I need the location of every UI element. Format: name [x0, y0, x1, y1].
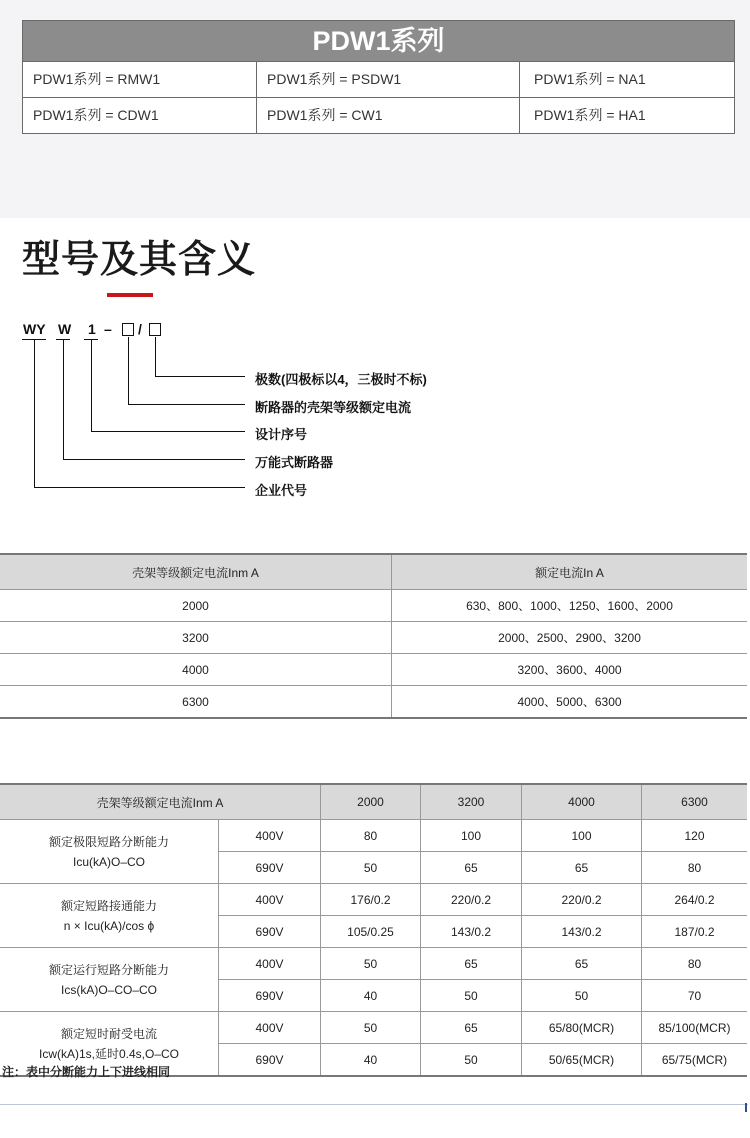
value-cell: 50	[421, 1044, 522, 1077]
value-cell: 50	[321, 948, 421, 980]
table-row	[0, 820, 747, 852]
code-part-slash: /	[138, 321, 142, 337]
value-cell: 65	[522, 852, 642, 884]
voltage: 690V	[219, 916, 321, 948]
header-frame-current: 壳架等级额定电流Inm A	[0, 554, 392, 590]
leader-company-h	[34, 487, 245, 488]
value-cell: 50	[522, 980, 642, 1012]
rated-values: 3200、3600、4000	[392, 654, 748, 686]
header-frame-current: 壳架等级额定电流Inm A	[0, 784, 321, 820]
voltage: 690V	[219, 852, 321, 884]
value-cell: 80	[321, 820, 421, 852]
underline-company	[22, 339, 46, 340]
value-cell: 143/0.2	[522, 916, 642, 948]
table-note: 注：表中分断能力上下进线相同	[2, 1065, 171, 1079]
table-header-row	[0, 784, 747, 820]
leader-poles-v	[155, 337, 156, 377]
value-cell: 100	[421, 820, 522, 852]
param-name: 额定极限短路分断能力	[48, 834, 169, 849]
value-cell: 187/0.2	[642, 916, 748, 948]
legend-company-code: 企业代号	[255, 483, 308, 498]
value-cell: 50	[321, 1012, 421, 1044]
value-cell: 40	[321, 980, 421, 1012]
value-cell: 105/0.25	[321, 916, 421, 948]
bottom-corner-mark	[745, 1103, 747, 1112]
frame-value: 2000	[0, 590, 392, 622]
param-label	[0, 820, 219, 884]
series-title: PDW1系列	[23, 21, 734, 61]
param-sub: Icw(kA)1s,延时0.4s,O–CO	[38, 1046, 180, 1061]
legend-poles: 极数(四极标以4，三极时不标)	[255, 372, 427, 387]
value-cell: 80	[642, 852, 748, 884]
code-part-dash: –	[104, 321, 112, 337]
value-cell: 50	[421, 980, 522, 1012]
table-header-row	[0, 554, 747, 590]
value-cell: 264/0.2	[642, 884, 748, 916]
rated-values: 2000、2500、2900、3200	[392, 622, 748, 654]
frame-value: 4000	[0, 654, 392, 686]
header-rated-current: 额定电流In A	[392, 554, 748, 590]
underline-type	[56, 339, 70, 340]
value-cell: 85/100(MCR)	[642, 1012, 748, 1044]
leader-current-h	[128, 404, 245, 405]
value-cell: 65/80(MCR)	[522, 1012, 642, 1044]
param-sub: Icu(kA)O–CO	[72, 854, 145, 869]
table-row	[0, 1012, 747, 1044]
value-cell: 143/0.2	[421, 916, 522, 948]
header-col-4000: 4000	[522, 784, 642, 820]
value-cell: 220/0.2	[522, 884, 642, 916]
header-col-2000: 2000	[321, 784, 421, 820]
rated-values: 630、800、1000、1250、1600、2000	[392, 590, 748, 622]
param-name: 额定运行短路分断能力	[48, 962, 169, 977]
param-name: 额定短路接通能力	[60, 898, 157, 913]
legend-breaker-type: 万能式断路器	[255, 455, 334, 470]
value-cell: 120	[642, 820, 748, 852]
equivalence-row	[23, 97, 734, 133]
code-part-company: WY	[23, 321, 46, 337]
leader-company-v	[34, 340, 35, 488]
section-title: 型号及其含义	[22, 239, 257, 281]
value-cell: 176/0.2	[321, 884, 421, 916]
value-cell: 65	[421, 1012, 522, 1044]
series-equivalence-table	[22, 20, 735, 134]
equivalence-cell: PDW1系列 = PSDW1	[256, 62, 519, 97]
code-box-poles	[149, 323, 161, 336]
equivalence-cell: PDW1系列 = NA1	[519, 62, 734, 97]
param-sub: Ics(kA)O–CO–CO	[60, 982, 157, 997]
breaking-capacity-table	[0, 783, 747, 1077]
table-row	[0, 948, 747, 980]
underline-design	[84, 339, 98, 340]
param-name: 额定短时耐受电流	[60, 1026, 157, 1041]
voltage: 400V	[219, 884, 321, 916]
table-row	[0, 654, 747, 686]
value-cell: 100	[522, 820, 642, 852]
equivalence-cell: PDW1系列 = CW1	[256, 98, 519, 133]
leader-type-h	[63, 459, 245, 460]
leader-current-v	[128, 337, 129, 405]
equivalence-cell: PDW1系列 = CDW1	[33, 107, 159, 123]
equivalence-row	[23, 61, 734, 97]
frame-value: 3200	[0, 622, 392, 654]
voltage: 400V	[219, 1012, 321, 1044]
bottom-divider	[0, 1104, 748, 1105]
leader-type-v	[63, 340, 64, 460]
table-row	[0, 884, 747, 916]
legend-design-number: 设计序号	[255, 427, 308, 442]
header-col-6300: 6300	[642, 784, 748, 820]
leader-design-v	[91, 340, 92, 432]
param-sub: n × Icu(kA)/cos ϕ	[63, 918, 155, 933]
table-row	[0, 622, 747, 654]
frame-value: 6300	[0, 686, 392, 719]
value-cell: 65	[421, 948, 522, 980]
rated-values: 4000、5000、6300	[392, 686, 748, 719]
param-label	[0, 948, 219, 1012]
value-cell: 65	[421, 852, 522, 884]
code-part-design: 1	[88, 321, 96, 337]
value-cell: 80	[642, 948, 748, 980]
equivalence-cell: PDW1系列 = RMW1	[33, 71, 161, 87]
value-cell: 50/65(MCR)	[522, 1044, 642, 1077]
voltage: 690V	[219, 1044, 321, 1077]
voltage: 690V	[219, 980, 321, 1012]
value-cell: 40	[321, 1044, 421, 1077]
table-row	[0, 686, 747, 719]
voltage: 400V	[219, 948, 321, 980]
table-row	[0, 590, 747, 622]
legend-frame-current: 断路器的壳架等级额定电流	[255, 400, 412, 415]
leader-poles-h	[155, 376, 245, 377]
leader-design-h	[91, 431, 245, 432]
value-cell: 220/0.2	[421, 884, 522, 916]
title-accent-bar	[107, 293, 153, 297]
voltage: 400V	[219, 820, 321, 852]
equivalence-cell: PDW1系列 = HA1	[519, 98, 734, 133]
value-cell: 65/75(MCR)	[642, 1044, 748, 1077]
code-part-type: W	[58, 321, 72, 337]
header-col-3200: 3200	[421, 784, 522, 820]
value-cell: 65	[522, 948, 642, 980]
code-box-current	[122, 323, 134, 336]
series-equivalence-panel	[0, 0, 750, 218]
value-cell: 50	[321, 852, 421, 884]
frame-current-table	[0, 553, 747, 719]
value-cell: 70	[642, 980, 748, 1012]
param-label	[0, 884, 219, 948]
